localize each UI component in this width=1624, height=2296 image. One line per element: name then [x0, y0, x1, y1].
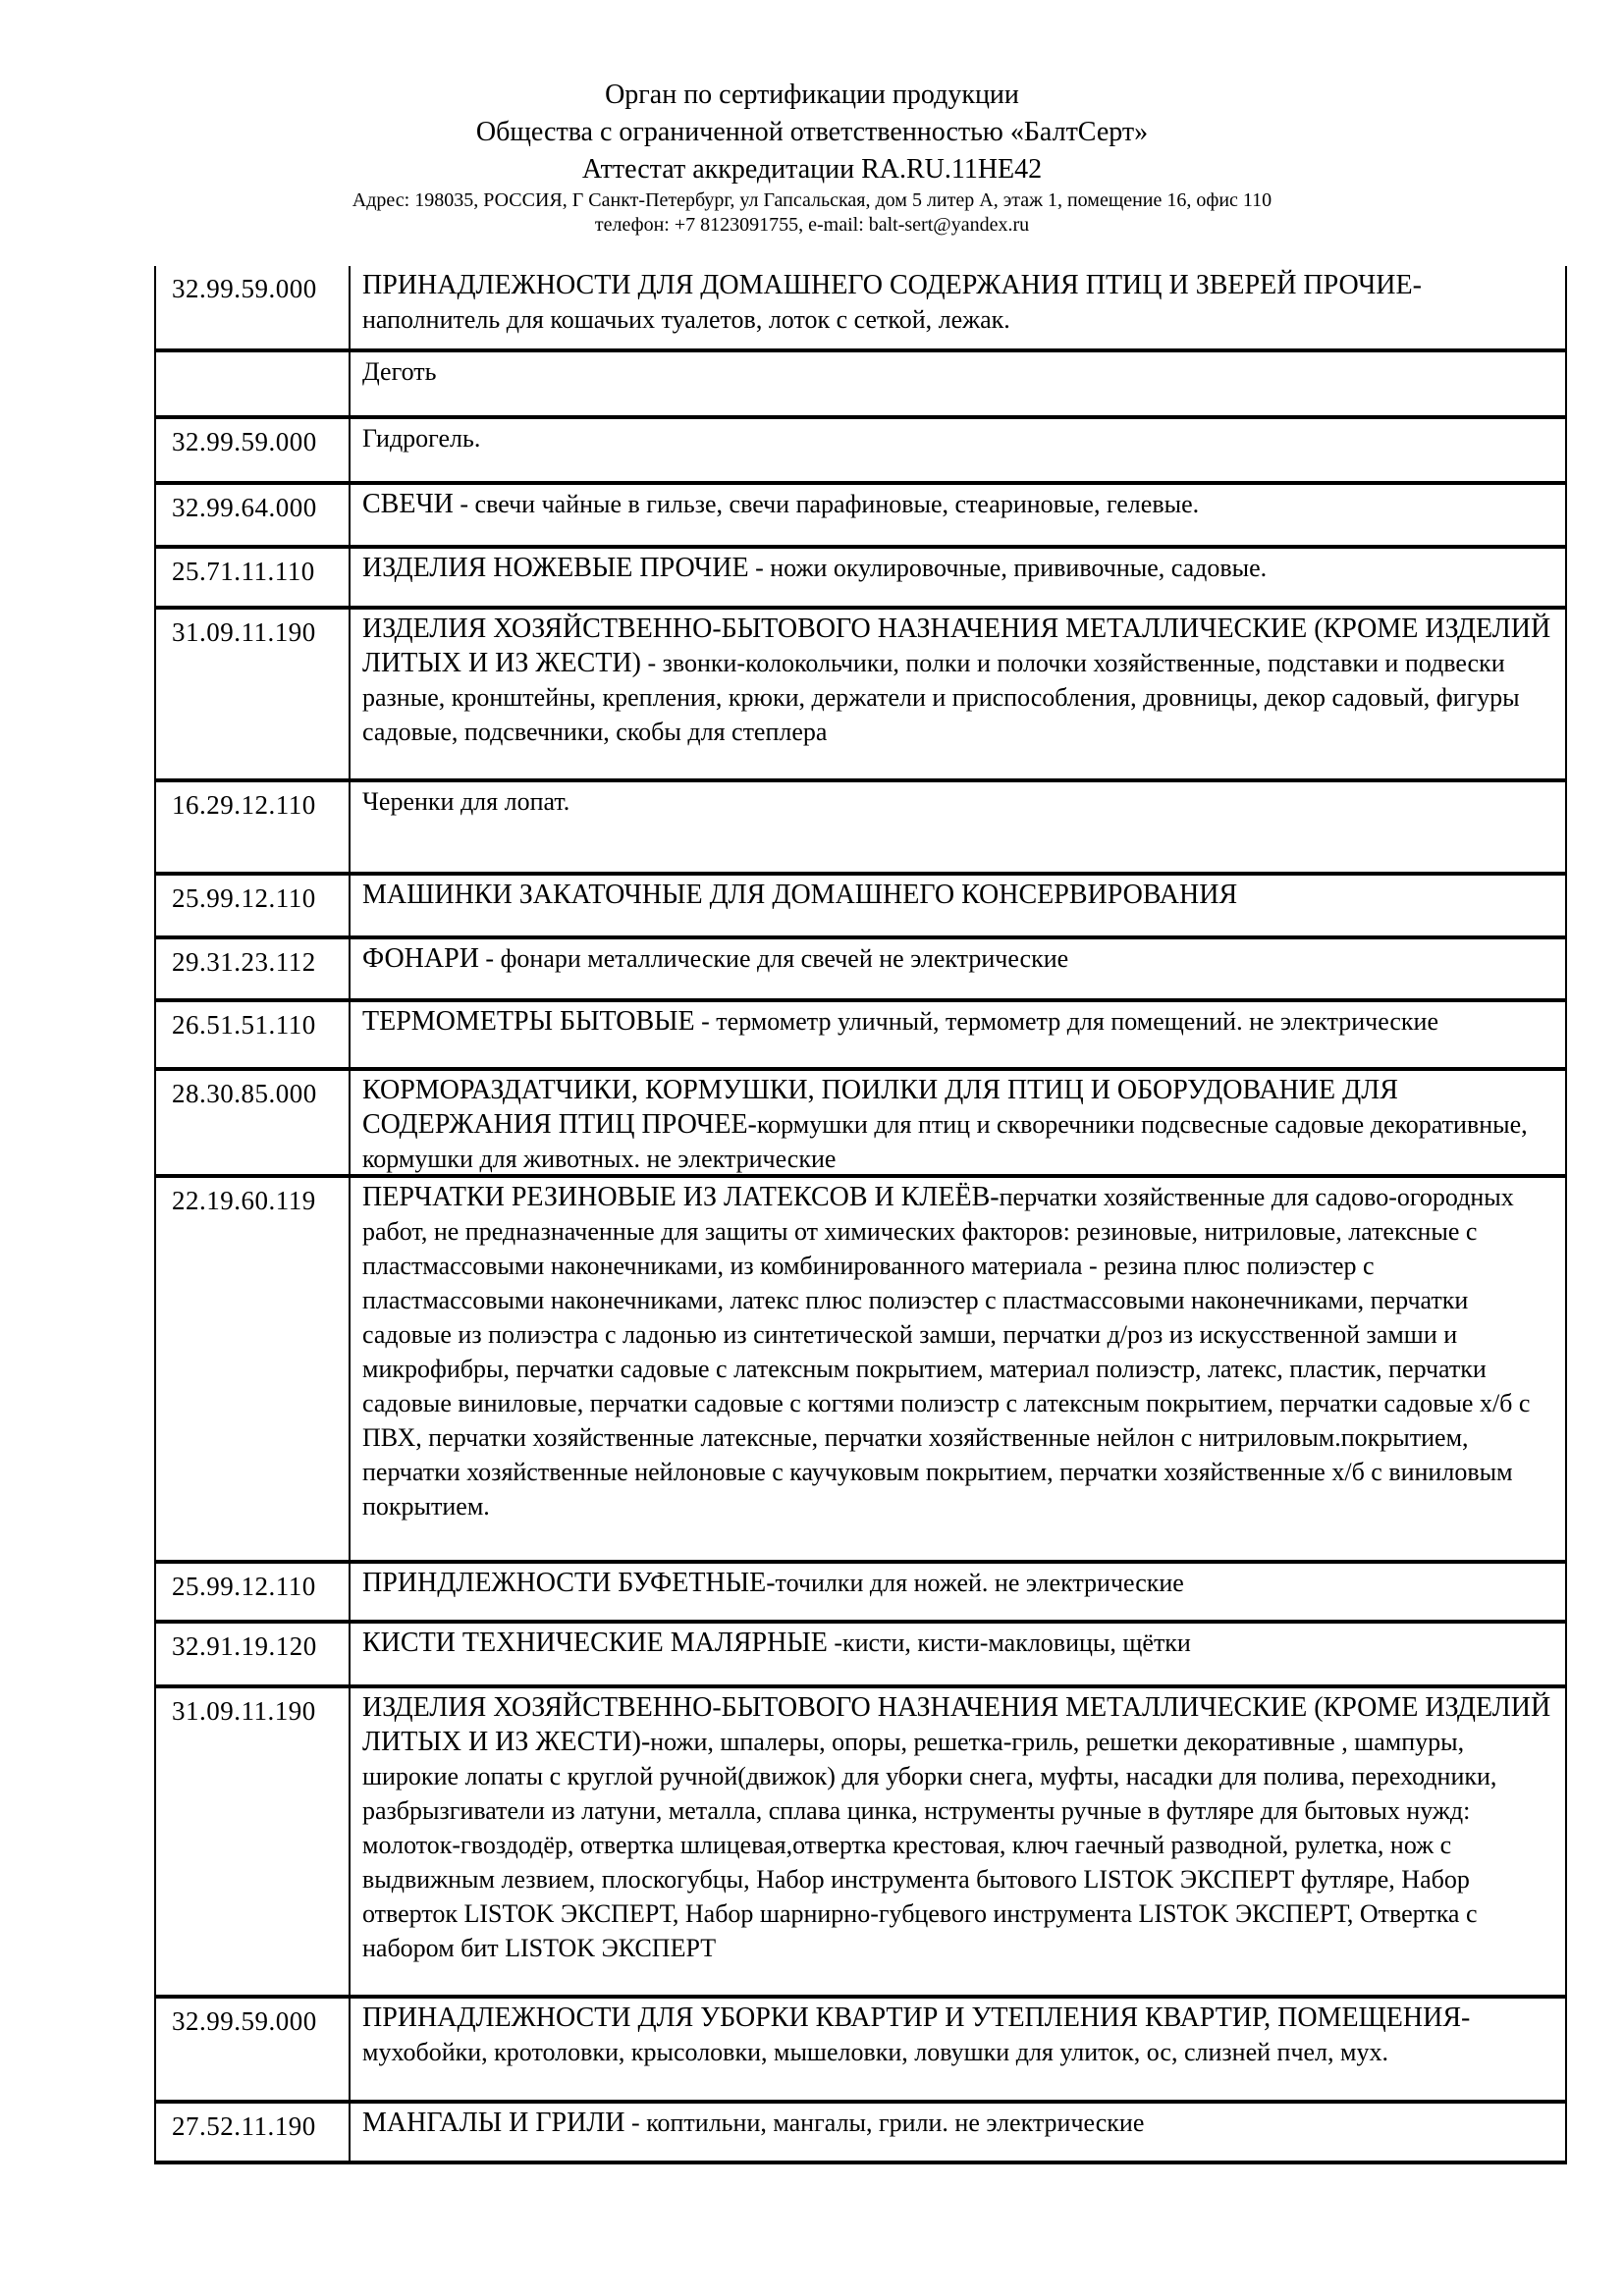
product-code-cell: [156, 352, 351, 415]
product-description-cell: [351, 1999, 1565, 2100]
address-line: Адрес: 198035, РОССИЯ, Г Санкт-Петербург, ул Гапсальская, дом 5 литер А, этаж 1, помещение 16, офис 110: [352, 189, 1272, 211]
product-description-cell: [351, 1002, 1565, 1067]
product-description-cell: [351, 610, 1565, 778]
products-table: [154, 266, 1567, 2164]
product-description-cell: [351, 876, 1565, 935]
product-description-rest: - свечи чайные в гильзе, свечи парафиновые, стеариновые, гелевые.: [453, 490, 1200, 518]
product-code-cell: 32.99.59.000: [156, 1999, 351, 2100]
product-description-caps: СВЕЧИ: [362, 489, 454, 519]
product-description-caps: ИЗДЕЛИЯ ХОЗЯЙСТВЕННО-БЫТОВОГО НАЗНАЧЕНИЯ МЕТАЛЛИЧЕСКИЕ (КРОМЕ ИЗДЕЛИЙ ЛИТЫХ И ИЗ ЖЕСТИ)-: [362, 1692, 1551, 1757]
product-description-cell: [351, 266, 1565, 348]
product-description-cell: [351, 1071, 1565, 1174]
product-description-rest: Черенки для лопат.: [362, 787, 570, 816]
product-description-caps: ПРИНДЛЕЖНОСТИ БУФЕТНЫЕ-: [362, 1568, 776, 1598]
document-header: [0, 0, 1624, 238]
product-code-cell: 32.99.59.000: [156, 266, 351, 348]
product-description-rest: - звонки-колокольчики, полки и полочки хозяйственные, подставки и подвески разные, кронштейны, крепления, крюки, держатели и приспособления, дровницы, декор садовый, фигуры садовые, подсвечники, скобы для степлера: [362, 649, 1520, 746]
table-row: [156, 1624, 1565, 1688]
table-row: [156, 876, 1565, 939]
product-code-cell: 31.09.11.190: [156, 610, 351, 778]
accreditation-line: Аттестат аккредитации RA.RU.11HE42: [581, 154, 1043, 185]
product-description-rest: мухобойки, кротоловки, крысоловки, мышеловки, ловушки для улиток, ос, слизней пчел, мух.: [362, 2038, 1388, 2066]
product-description-cell: [351, 1688, 1565, 1995]
product-description-rest: - термометр уличный, термометр для помещений. не электрические: [694, 1007, 1439, 1036]
product-description-cell: [351, 1564, 1565, 1620]
table-row: [156, 1002, 1565, 1071]
product-description-cell: [351, 419, 1565, 481]
contact-line: телефон: +7 8123091755, e-mail: balt-sert@yandex.ru: [594, 214, 1030, 236]
table-row: [156, 1999, 1565, 2104]
product-code-cell: 25.99.12.110: [156, 876, 351, 935]
product-description-cell: [351, 1178, 1565, 1560]
product-description-caps: ТЕРМОМЕТРЫ БЫТОВЫЕ: [362, 1006, 695, 1037]
product-description-caps: ИЗДЕЛИЯ НОЖЕВЫЕ ПРОЧИЕ: [362, 553, 749, 583]
product-description-caps: КОРМОРАЗДАТЧИКИ, КОРМУШКИ, ПОИЛКИ ДЛЯ ПТИЦ И ОБОРУДОВАНИЕ ДЛЯ СОДЕРЖАНИЯ ПТИЦ ПРОЧЕЕ-: [362, 1075, 1398, 1140]
product-description-rest: - коптильни, мангалы, грили. не электрические: [624, 2109, 1145, 2137]
table-row: [156, 610, 1565, 782]
table-row: [156, 419, 1565, 485]
table-row: [156, 939, 1565, 1002]
product-description-cell: [351, 352, 1565, 415]
product-code-cell: 32.91.19.120: [156, 1624, 351, 1684]
product-code-cell: 25.99.12.110: [156, 1564, 351, 1620]
table-row: [156, 352, 1565, 419]
product-code-cell: 32.99.59.000: [156, 419, 351, 481]
product-description-caps: МАНГАЛЫ И ГРИЛИ: [362, 2108, 625, 2138]
product-description-rest: перчатки хозяйственные для садово-огородных работ, не предназначенные для защиты от химических факторов: резиновые, нитриловые, латексные с пластмассовыми наконечниками, из комбинированного материала - резина плюс полиэстер с пластмассовыми наконечниками, латекс плюс полиэстер с пластмассовыми наконечниками, перчатки садовые из полиэстра с ладонью из синтетической замши, перчатки д/роз из искусственной замши и микрофибры, перчатки садовые с латексным покрытием, материал полиэстр, латекс, пластик, перчатки садовые виниловые, перчатки садовые с когтями полиэстр с латексным покрытием, перчатки садовые х/б с ПВХ, перчатки хозяйственные латексные, перчатки хозяйственные нейлон с нитриловым.покрытием, перчатки хозяйственные нейлоновые с каучуковым покрытием, перчатки хозяйственные х/б с виниловым покрытием.: [362, 1183, 1531, 1521]
table-row: [156, 1688, 1565, 1999]
product-code-cell: 29.31.23.112: [156, 939, 351, 998]
product-description-caps: ПЕРЧАТКИ РЕЗИНОВЫЕ ИЗ ЛАТЕКСОВ И КЛЕЁВ-: [362, 1182, 1000, 1212]
product-description-caps: ФОНАРИ: [362, 943, 479, 974]
product-description-cell: [351, 939, 1565, 998]
product-code-cell: 31.09.11.190: [156, 1688, 351, 1995]
product-code-cell: 28.30.85.000: [156, 1071, 351, 1174]
product-description-caps: КИСТИ ТЕХНИЧЕСКИЕ МАЛЯРНЫЕ: [362, 1628, 828, 1658]
product-description-rest: Гидрогель.: [362, 424, 481, 453]
product-code-cell: 27.52.11.190: [156, 2104, 351, 2161]
table-row: [156, 2104, 1565, 2164]
table-row: [156, 549, 1565, 610]
product-description-rest: -кисти, кисти-макловицы, щётки: [827, 1629, 1191, 1657]
product-code-cell: 22.19.60.119: [156, 1178, 351, 1560]
product-description-caps: МАШИНКИ ЗАКАТОЧНЫЕ ДЛЯ ДОМАШНЕГО КОНСЕРВИРОВАНИЯ: [362, 880, 1238, 910]
product-code-cell: 25.71.11.110: [156, 549, 351, 606]
product-description-cell: [351, 2104, 1565, 2161]
product-description-cell: [351, 1624, 1565, 1684]
product-code-cell: 16.29.12.110: [156, 782, 351, 872]
product-code-cell: 26.51.51.110: [156, 1002, 351, 1067]
product-description-caps: ПРИНАДЛЕЖНОСТИ ДЛЯ УБОРКИ КВАРТИР И УТЕПЛЕНИЯ КВАРТИР, ПОМЕЩЕНИЯ-: [362, 2002, 1471, 2033]
product-description-caps: ПРИНАДЛЕЖНОСТИ ДЛЯ ДОМАШНЕГО СОДЕРЖАНИЯ ПТИЦ И ЗВЕРЕЙ ПРОЧИЕ-: [362, 270, 1422, 300]
table-row: [156, 266, 1565, 352]
org-name-line: Общества с ограниченной ответственностью «БалтСерт»: [475, 117, 1149, 147]
product-description-rest: Деготь: [362, 357, 437, 386]
table-row: [156, 1178, 1565, 1564]
product-description-rest: - ножи окулировочные, прививочные, садовые.: [748, 554, 1268, 582]
product-description-caps: ИЗДЕЛИЯ ХОЗЯЙСТВЕННО-БЫТОВОГО НАЗНАЧЕНИЯ МЕТАЛЛИЧЕСКИЕ (КРОМЕ ИЗДЕЛИЙ ЛИТЫХ И ИЗ ЖЕСТИ): [362, 614, 1551, 678]
product-description-rest: кормушки для птиц и скворечники подсвесные садовые декоративные, кормушки для животных. не электрические: [362, 1110, 1528, 1173]
table-row: [156, 1564, 1565, 1624]
table-row: [156, 1071, 1565, 1178]
table-row: [156, 782, 1565, 876]
org-title-line: Орган по сертификации продукции: [605, 80, 1019, 110]
product-description-cell: [351, 485, 1565, 545]
table-row: [156, 485, 1565, 549]
product-description-rest: - фонари металлические для свечей не электрические: [478, 944, 1069, 973]
product-description-rest: точилки для ножей. не электрические: [775, 1569, 1184, 1597]
product-description-cell: [351, 782, 1565, 872]
product-description-rest: наполнитель для кошачьих туалетов, лоток с сеткой, лежак.: [362, 305, 1010, 334]
product-description-cell: [351, 549, 1565, 606]
product-description-rest: ножи, шпалеры, опоры, решетка-гриль, решетки декоративные , шампуры, широкие лопаты с круглой ручной(движок) для уборки снега, муфты, насадки для полива, переходники, разбрызгиватели из латуни, металла, сплава цинка, нструменты ручные в футляре для бытовых нужд: молоток-гвоздодёр, отвертка шлицевая,отвертка крестовая, ключ гаечный разводной, рулетка, нож с выдвижным лезвием, плоскогубцы, Набор инструмента бытового LISTOK ЭКСПЕРТ футляре, Набор отверток LISTOK ЭКСПЕРТ, Набор шарнирно-губцевого инструмента LISTOK ЭКСПЕРТ, Отвертка с набором бит LISTOK ЭКСПЕРТ: [362, 1728, 1497, 1962]
product-code-cell: 32.99.64.000: [156, 485, 351, 545]
